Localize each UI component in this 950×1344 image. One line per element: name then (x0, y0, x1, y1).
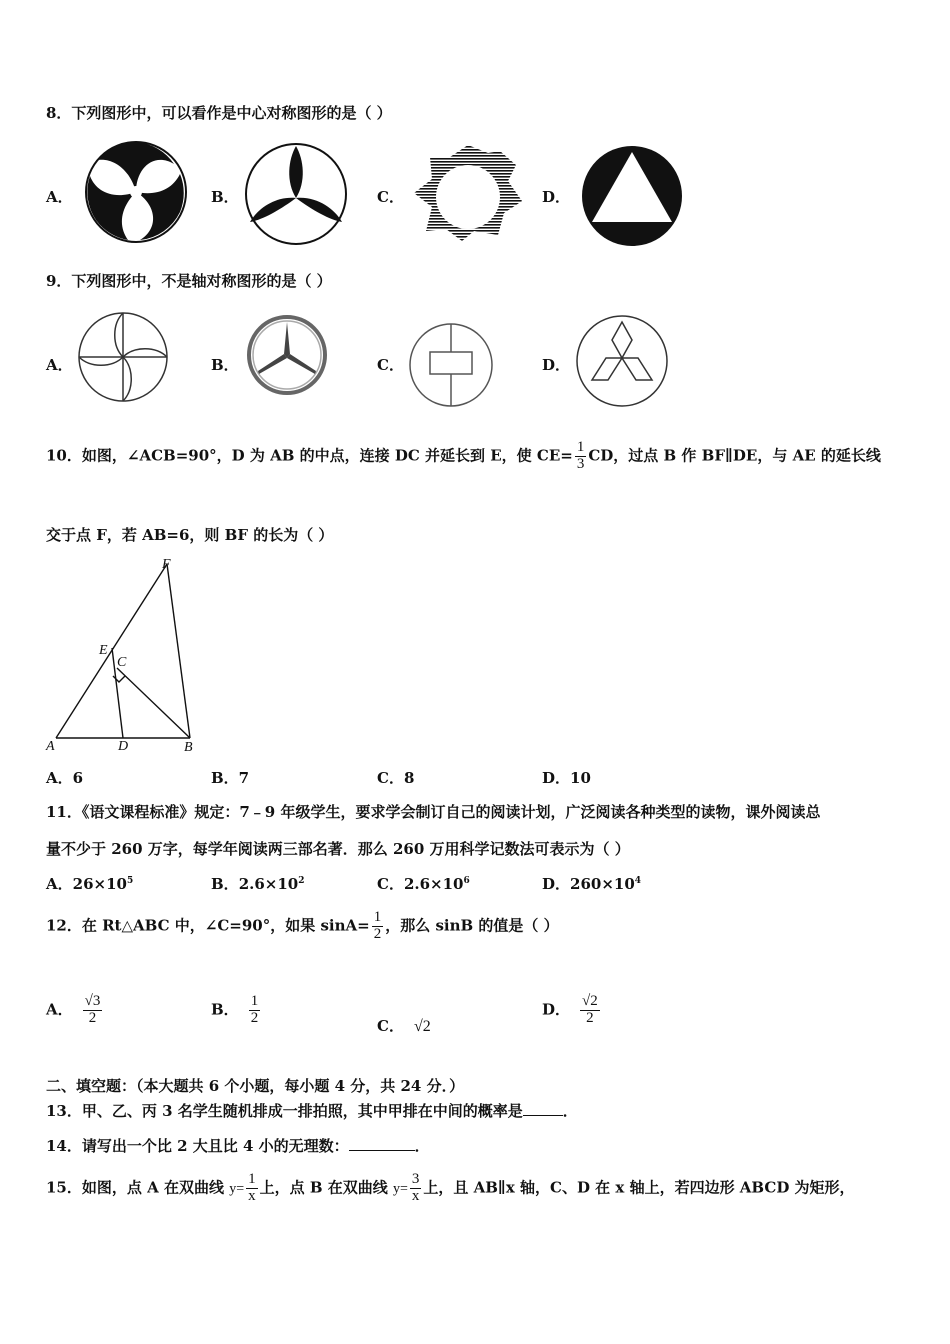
q15-part2: 上，点 B 在双曲线 (259, 1178, 388, 1197)
q10-label-b: B (184, 740, 193, 755)
q12-option-d (542, 994, 602, 1027)
q11-option-a-label: A． (46, 875, 73, 893)
q11-option-a-exponent: 5 (126, 876, 134, 886)
q15-eq2-denominator: x (411, 1187, 420, 1204)
q9-option-c-coin-figure (408, 322, 494, 408)
q14-text: 14．请写出一个比 2 大且比 4 小的无理数： (46, 1137, 349, 1155)
q11-option-c-label: C． (377, 875, 404, 893)
q10-option-d: D．10 (542, 769, 591, 787)
q12-option-d-label: D． (542, 1000, 571, 1019)
q12-option-a-denominator: 2 (83, 1010, 103, 1027)
q10-fraction (575, 440, 587, 473)
q11-option-d (542, 873, 641, 894)
q12-option-b-numerator: 1 (250, 993, 259, 1009)
q11-option-b-base: 2.6×10 (238, 875, 299, 893)
q10-option-a: A．6 (46, 769, 84, 787)
q15-eq2-numerator: 3 (411, 1171, 420, 1187)
q8-option-a-triple-swirl-figure (84, 140, 188, 244)
q9-option-a-pinwheel-figure (76, 310, 170, 404)
q11-option-a-base: 26×10 (72, 875, 127, 893)
q10-triangle-figure (40, 552, 210, 756)
q8-option-b-three-leaves-figure (244, 142, 348, 246)
q8-option-c-label: C． (377, 188, 404, 206)
q9-option-c-label: C． (377, 356, 404, 374)
q15-eq1-lhs: y= (229, 1181, 245, 1197)
q12-option-c-label: C． (377, 1017, 404, 1035)
q8-option-b-label: B． (211, 188, 239, 206)
q12-option-d-denominator: 2 (580, 1010, 600, 1027)
q13-answer-blank[interactable] (523, 1115, 563, 1116)
q12-option-b-denominator: 2 (250, 1009, 259, 1026)
q12-option-a (46, 994, 104, 1027)
section-2-heading: 二、填空题：（本大题共 6 个小题，每小题 4 分，共 24 分．） (46, 1077, 465, 1095)
q11-option-d-base: 260×10 (570, 875, 635, 893)
q15-eq1-numerator: 1 (248, 1171, 256, 1187)
q10-stem-part1: 10．如图，∠ACB=90°，D 为 AB 的中点，连接 DC 并延长到 E，使 CE= (46, 446, 573, 465)
q9-option-a-label: A． (46, 356, 73, 374)
q12-option-d-numerator: √2 (582, 993, 598, 1009)
q12-fraction-numerator: 1 (373, 909, 382, 925)
q12-option-a-numerator: √3 (84, 993, 101, 1009)
q8-option-a-label: A． (46, 188, 73, 206)
q9-stem: 9．下列图形中，不是轴对称图形的是（ ） (46, 272, 332, 290)
q12-stem-part2: ，那么 sinB 的值是（ ） (385, 916, 559, 935)
q12-option-b-label: B． (211, 1000, 239, 1019)
q9-option-b-star-emblem-figure (246, 314, 328, 396)
q11-option-c (377, 873, 470, 894)
q12-stem-part1: 12．在 Rt△ABC 中，∠C=90°，如果 sinA= (46, 916, 370, 935)
q15-part1: 15．如图，点 A 在双曲线 (46, 1178, 224, 1197)
q11-stem-line1: 11．《语文课程标准》规定：7﹣9 年级学生，要求学会制订自己的阅读计划，广泛阅读各种类型的读物，课外阅读总 (46, 803, 821, 821)
q12-option-a-fraction (83, 994, 103, 1027)
q10-stem (46, 440, 881, 473)
q13-text: 13．甲、乙、丙 3 名学生随机排成一排拍照，其中甲排在中间的概率是 (46, 1102, 523, 1120)
q14-end: ． (414, 1137, 430, 1155)
q12-option-a-label: A． (46, 1000, 73, 1019)
q9-option-d-three-diamonds-figure (574, 314, 670, 408)
q8-option-d-label: D． (542, 188, 571, 206)
q11-option-a (46, 873, 133, 894)
q12-fraction-denominator: 2 (373, 925, 382, 942)
q15-eq1-fraction (246, 1172, 258, 1205)
q14-stem (46, 1135, 430, 1156)
q10-label-e: E (99, 643, 108, 658)
q11-option-b-label: B． (211, 875, 239, 893)
q12-option-c-value: √2 (413, 1018, 431, 1035)
q12-option-b-fraction (249, 994, 261, 1027)
q10-label-d: D (118, 739, 129, 754)
q10-option-c: C．8 (377, 769, 415, 787)
q10-label-a: A (46, 739, 55, 754)
q11-stem-line2: 量不少于 260 万字，每学年阅读两三部名著．那么 260 万用科学记数法可表示为（ ） (46, 840, 630, 858)
q10-fraction-denominator: 3 (576, 455, 585, 472)
q15-eq2-fraction (410, 1172, 422, 1205)
q10-label-f: F (162, 557, 171, 572)
q8-option-d-triangle-in-disk-figure (580, 144, 684, 248)
q15-stem (46, 1172, 855, 1205)
q11-option-b (211, 873, 305, 894)
q12-fraction (372, 910, 384, 943)
q11-option-b-exponent: 2 (298, 876, 305, 886)
q10-stem-line2: 交于点 F，若 AB=6，则 BF 的长为（ ） (46, 526, 334, 544)
q8-option-c-striped-flower-figure (412, 143, 524, 243)
q11-option-c-base: 2.6×10 (403, 875, 464, 893)
q10-option-b: B．7 (211, 769, 250, 787)
q11-option-d-label: D． (542, 875, 571, 893)
q12-stem (46, 910, 559, 943)
q15-eq1-denominator: x (248, 1187, 256, 1204)
q12-option-d-fraction (580, 994, 600, 1027)
q10-label-c: C (117, 655, 127, 670)
q8-stem: 8．下列图形中，可以看作是中心对称图形的是（ ） (46, 104, 392, 122)
q12-option-c (377, 1015, 431, 1036)
q15-eq2-lhs: y= (392, 1181, 408, 1197)
q11-option-d-exponent: 4 (634, 876, 642, 886)
q11-option-c-exponent: 6 (463, 876, 470, 886)
q9-option-b-label: B． (211, 356, 239, 374)
q15-part3: 上，且 AB∥x 轴，C、D 在 x 轴上，若四边形 ABCD 为矩形， (423, 1178, 855, 1197)
q13-stem (46, 1100, 578, 1121)
q13-end: ． (562, 1102, 578, 1120)
q10-stem-part2: CD，过点 B 作 BF∥DE，与 AE 的延长线 (588, 446, 881, 465)
q10-fraction-numerator: 1 (576, 439, 585, 455)
q9-option-d-label: D． (542, 356, 571, 374)
q14-answer-blank[interactable] (349, 1150, 415, 1151)
q12-option-b (211, 994, 262, 1027)
